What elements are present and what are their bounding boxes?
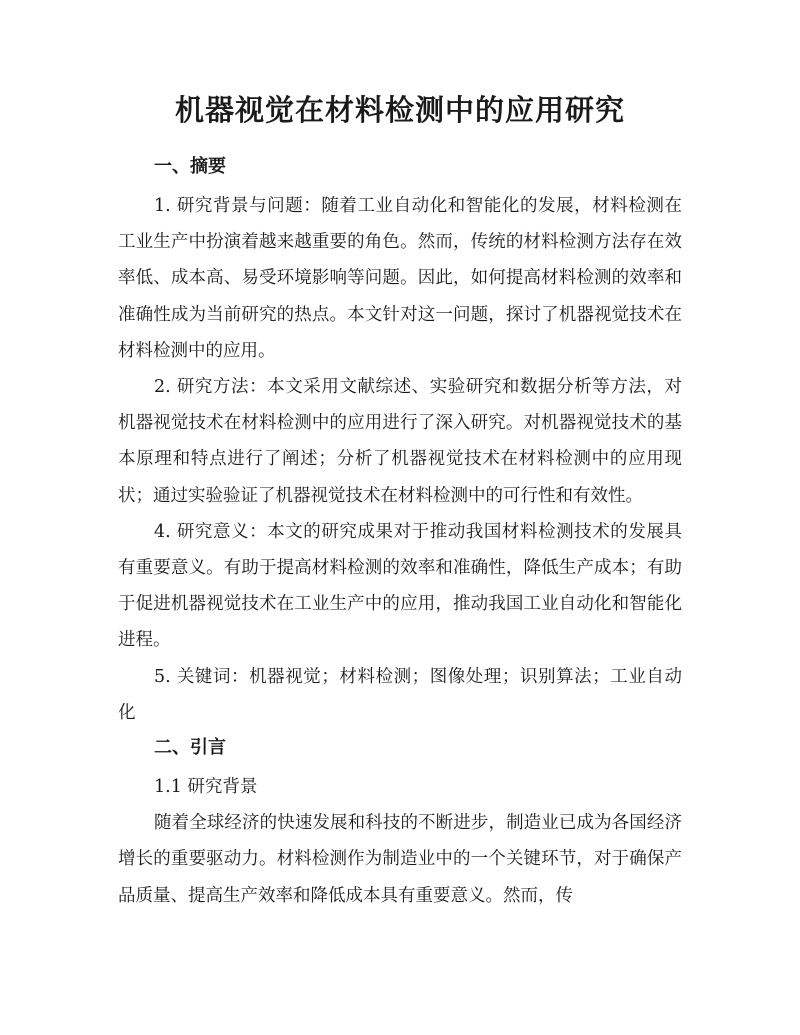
abstract-paragraph-methods: 2. 研究方法：本文采用文献综述、实验研究和数据分析等方法，对机器视觉技术在材料检测中的应用进行了深入研究。对机器视觉技术的基本原理和特点进行了阐述；分析了机器视觉技术在材料检测中的应用现状；通过实验验证了机器视觉技术在材料检测中的可行性和有效性。 xyxy=(118,377,682,506)
abstract-paragraph-background: 1. 研究背景与问题：随着工业自动化和智能化的发展，材料检测在工业生产中扮演着越来越重要的角色。然而，传统的材料检测方法存在效率低、成本高、易受环境影响等问题。因此，如何提高材料检测的效率和准确性成为当前研究的热点。本文针对这一问题，探讨了机器视觉技术在材料检测中的应用。 xyxy=(118,196,682,361)
abstract-paragraph-keywords: 5. 关键词：机器视觉；材料检测；图像处理；识别算法；工业自动化 xyxy=(118,666,682,723)
introduction-paragraph: 随着全球经济的快速发展和科技的不断进步，制造业已成为各国经济增长的重要驱动力。材料检测作为制造业中的一个关键环节，对于确保产品质量、提高生产效率和降低成本具有重要意义。然而，传 xyxy=(118,813,682,906)
section-heading-introduction: 二、引言 xyxy=(154,737,226,759)
abstract-paragraph-significance: 4. 研究意义：本文的研究成果对于推动我国材料检测技术的发展具有重要意义。有助于提高材料检测的效率和准确性，降低生产成本；有助于促进机器视觉技术在工业生产中的应用，推动我国工业自动化和智能化进程。 xyxy=(118,521,682,651)
subsection-heading-background: 1.1 研究背景 xyxy=(154,777,258,798)
document-title: 机器视觉在材料检测中的应用研究 xyxy=(174,93,625,127)
section-heading-abstract: 一、摘要 xyxy=(154,156,226,177)
